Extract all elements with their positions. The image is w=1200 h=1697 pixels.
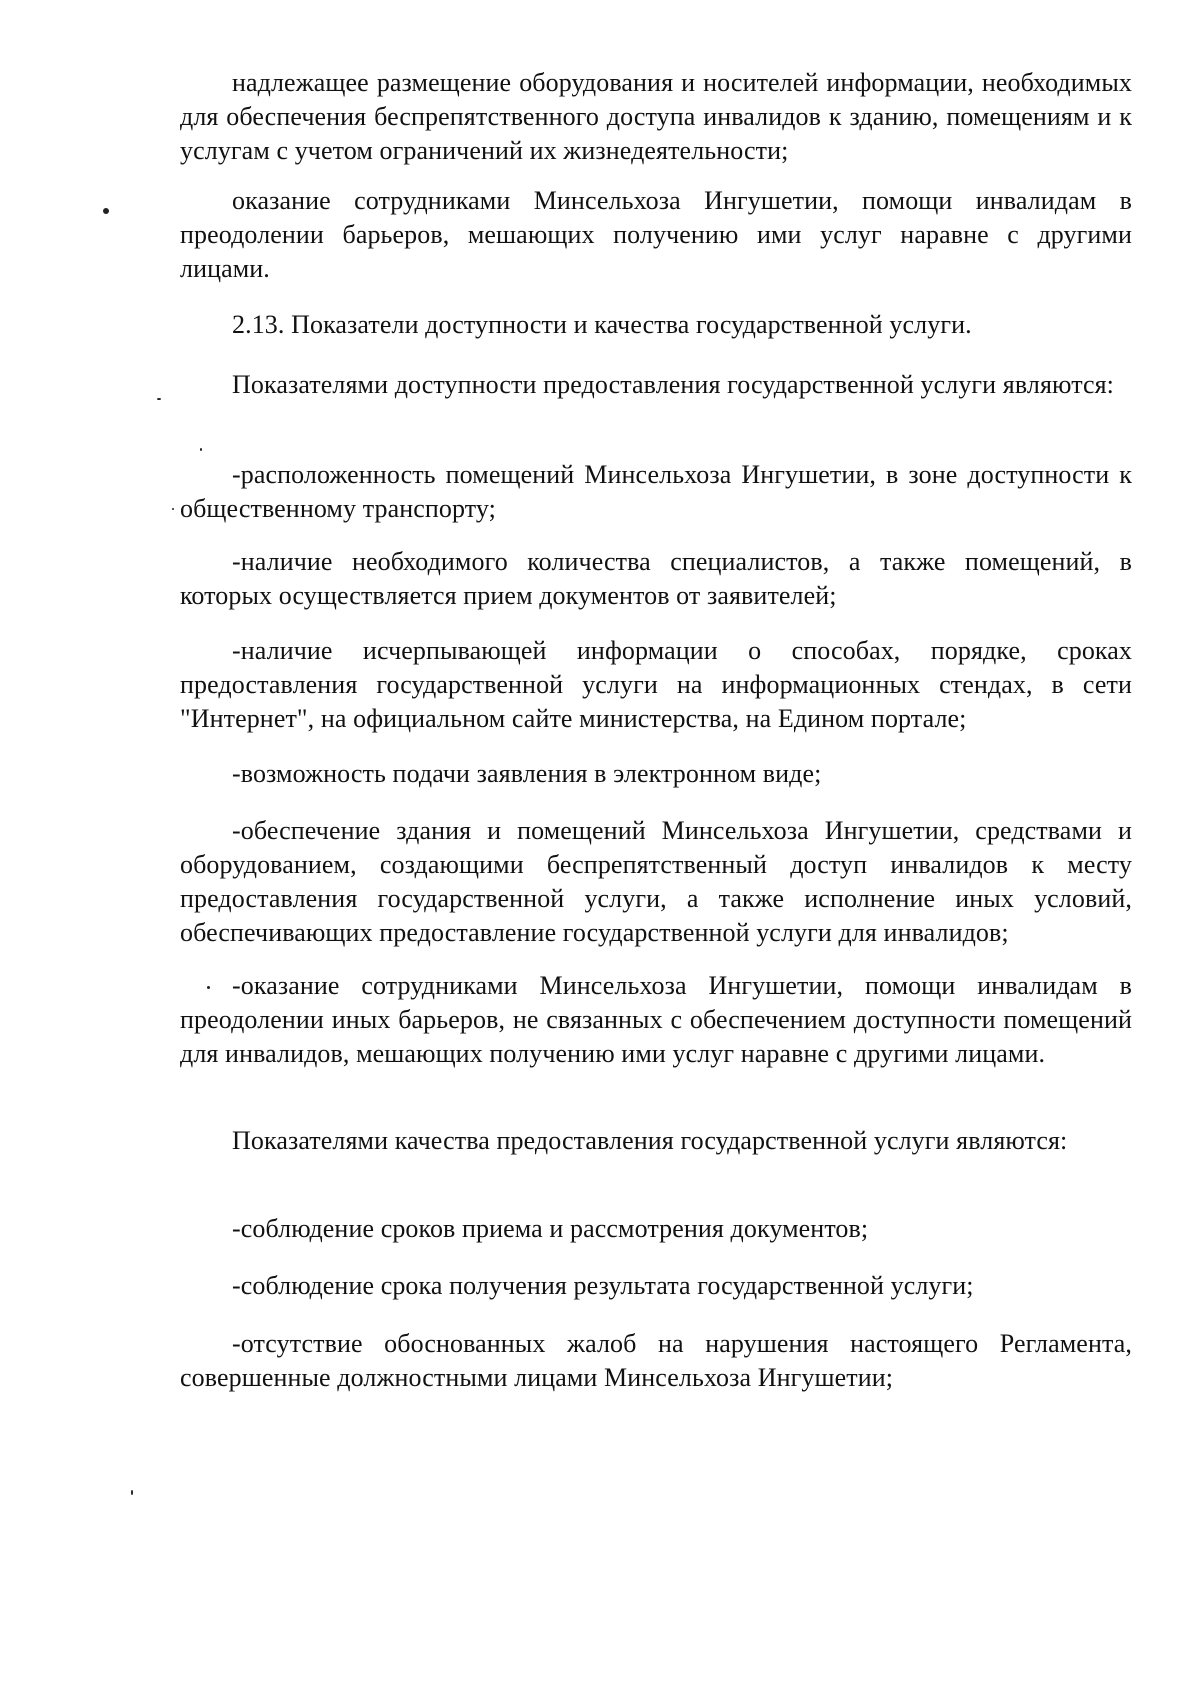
paragraph-equipment-placement: надлежащее размещение оборудования и носителей информации, необходимых для обеспечения беспрепятственного доступа инвалидов к зданию, помещениям и к услугам с учетом ограничений их жизнедеятельности; [180,68,1132,165]
scan-speck [207,986,210,989]
list-item-exhaustive-information: -наличие исчерпывающей информации о способах, порядке, сроках предоставления государственной услуги на информационных стендах, в сети "Интернет", на официальном сайте министерства, на Едином портале; [180,636,1132,733]
list-item-transport-proximity: -расположенность помещений Минсельхоза Ингушетии, в зоне доступности к общественному транспорту; [180,460,1132,523]
scan-speck [172,508,174,510]
paragraph-staff-assistance: оказание сотрудниками Минсельхоза Ингушетии, помощи инвалидам в преодолении барьеров, мешающих получению ими услуг наравне с другими лицами. [180,186,1132,283]
paragraph-accessibility-indicators-intro: Показателями доступности предоставления государственной услуги являются: [232,370,1115,399]
list-item-staff-help-barriers: -оказание сотрудниками Минсельхоза Ингушетии, помощи инвалидам в преодолении иных барьеров, не связанных с обеспечением доступности помещений для инвалидов, мешающих получению ими услуг наравне с другими лицами. [180,971,1132,1068]
list-item-no-complaints: -отсутствие обоснованных жалоб на нарушения настоящего Регламента, совершенные должностными лицами Минсельхоза Ингушетии; [180,1329,1132,1392]
scan-speck [103,208,109,214]
scan-speck [131,1490,133,1495]
list-item-electronic-application: -возможность подачи заявления в электронном виде; [232,759,822,788]
scan-speck [157,398,161,400]
list-item-building-equipment: -обеспечение здания и помещений Минсельхоза Ингушетии, средствами и оборудованием, создающими беспрепятственный доступ инвалидов к месту предоставления государственной услуги, а также исполнение иных условий, обеспечивающих предоставление государственной услуги для инвалидов; [180,816,1132,947]
scan-speck [200,448,202,451]
paragraph-quality-indicators-intro: Показателями качества предоставления государственной услуги являются: [232,1126,1068,1155]
list-item-document-deadlines: -соблюдение сроков приема и рассмотрения документов; [232,1214,869,1243]
section-heading-2-13: 2.13. Показатели доступности и качества государственной услуги. [232,310,972,339]
list-item-specialists-availability: -наличие необходимого количества специалистов, а также помещений, в которых осуществляется прием документов от заявителей; [180,547,1132,610]
list-item-result-deadline: -соблюдение срока получения результата государственной услуги; [232,1271,974,1300]
